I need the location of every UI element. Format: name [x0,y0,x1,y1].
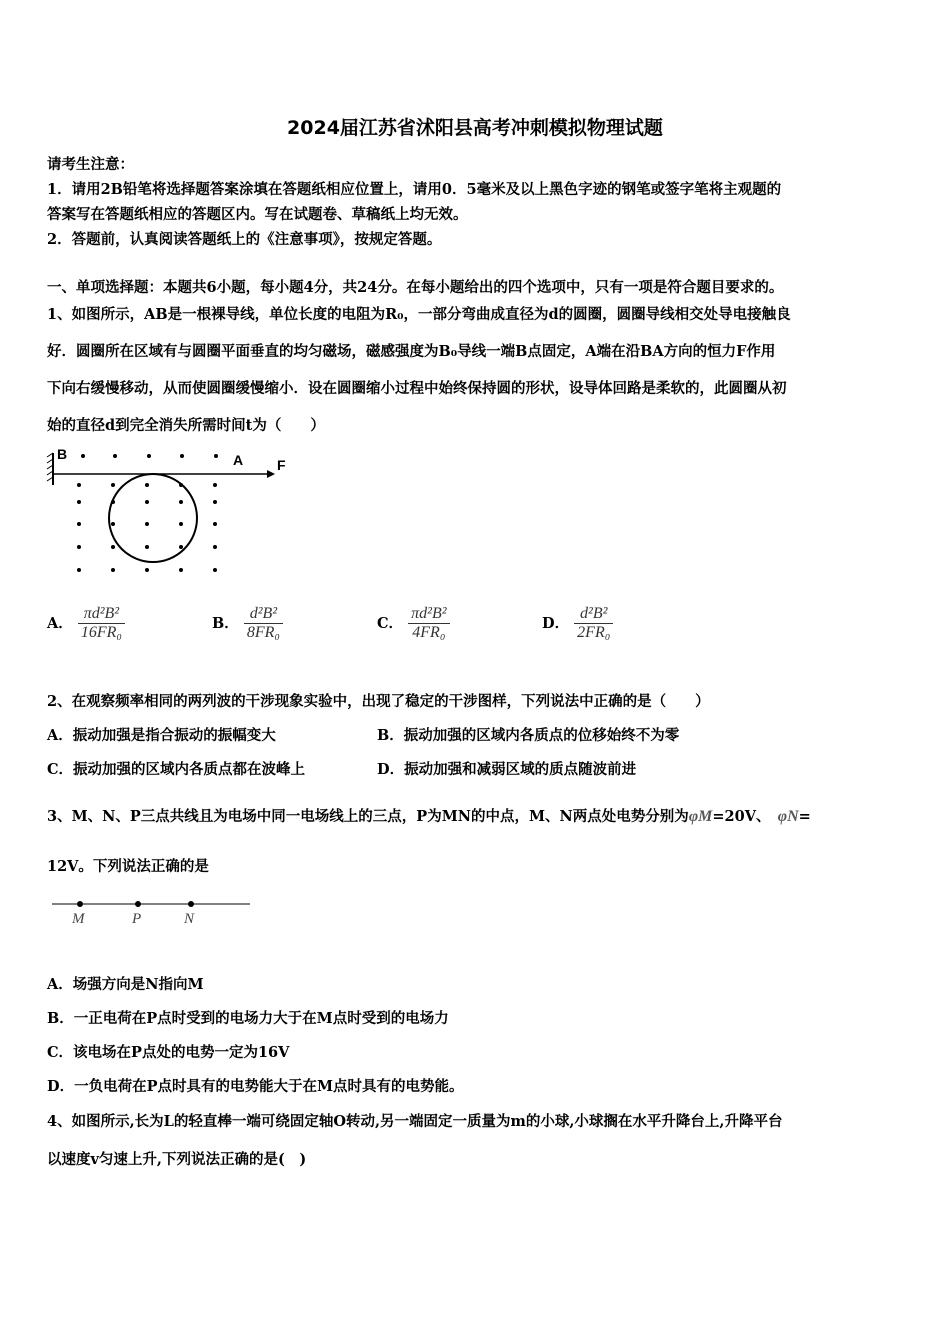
q1-line-1: 1、如图所示，AB是一根裸导线，单位长度的电阻为R₀，一部分弯曲成直径为d的圆圈，圆圈导线相交处导电接触良 [47,306,791,323]
label-f: F [277,457,286,473]
q1-line-2: 好．圆圈所在区域有与圆圈平面垂直的均匀磁场，磁感强度为B₀导线一端B点固定，A端在沿BA方向的恒力F作用 [47,343,776,360]
phi-n: φN [777,808,799,825]
option-label: B． [212,615,239,632]
notice-line-2: 2．答题前，认真阅读答题纸上的《注意事项》，按规定答题。 [47,231,442,248]
option-label: A． [47,615,73,632]
page-title: 2024届江苏省沭阳县高考冲刺模拟物理试题 [287,117,663,139]
option-fraction: $\frac{\text{πd²B²}}{\text{16FR₀}}$ [78,605,125,642]
label-n: N [184,911,195,927]
notice-line-1a: 1．请用2B铅笔将选择题答案涂填在答题纸相应位置上，请用0．5毫米及以上黑色字迹的钢笔或签字笔将主观题的 [47,181,782,198]
option-fraction: $\frac{\text{d²B²}}{\text{2FR₀}}$ [574,605,613,642]
q3-stem-line-1: 3、M、N、P三点共线且为电场中同一电场线上的三点，P为MN的中点，M、N两点处电势分别为φM=20V、 φN= [47,808,811,825]
q2-option-a[interactable]: A．振动加强是指合振动的振幅变大 [47,727,276,744]
q1-option-b[interactable] [212,605,283,642]
q1-option-c[interactable] [377,605,450,642]
q4-line-1: 4、如图所示,长为L的轻直棒一端可绕固定轴O转动,另一端固定一质量为m的小球,小球搁在水平升降台上,升降平台 [47,1113,783,1130]
label-p: P [132,911,142,927]
q3-field-line-figure [50,893,255,929]
option-label: D． [542,615,570,632]
q3-option-d[interactable]: D．一负电荷在P点时具有的电势能大于在M点时具有的电势能。 [47,1078,464,1095]
notice-line-1b: 答案写在答题纸相应的答题区内。写在试题卷、草稿纸上均无效。 [47,206,468,223]
q1-option-d[interactable] [542,605,613,642]
notice-heading: 请考生注意： [47,156,134,173]
q1-option-a[interactable] [47,605,125,642]
q1-line-4: 始的直径d到完全消失所需时间t为（ ） [47,417,325,434]
label-m: M [72,911,85,927]
q3-option-b[interactable]: B．一正电荷在P点时受到的电场力大于在M点时受到的电场力 [47,1010,449,1027]
label-b: B [57,446,68,462]
q4-line-2: 以速度v匀速上升,下列说法正确的是( ) [47,1151,307,1168]
q1-magnetic-field-figure [45,445,295,580]
q2-option-b[interactable]: B．振动加强的区域内各质点的位移始终不为零 [377,727,680,744]
option-label: C． [377,615,404,632]
q1-line-3: 下向右缓慢移动，从而使圆圈缓慢缩小．设在圆圈缩小过程中始终保持圆的形状，设导体回路是柔软的，此圆圈从初 [47,380,787,397]
q3-option-a[interactable]: A．场强方向是N指向M [47,976,204,993]
q3-stem-line-2: 12V。下列说法正确的是 [47,858,209,875]
q2-option-d[interactable]: D．振动加强和减弱区域的质点随波前进 [377,761,637,778]
q2-option-c[interactable]: C．振动加强的区域内各质点都在波峰上 [47,761,306,778]
option-fraction: $\frac{\text{d²B²}}{\text{8FR₀}}$ [244,605,283,642]
q3-option-c[interactable]: C．该电场在P点处的电势一定为16V [47,1044,290,1061]
phi-m: φM [688,808,713,825]
section-heading: 一、单项选择题：本题共6小题，每小题4分，共24分。在每小题给出的四个选项中，只有一项是符合题目要求的。 [47,279,784,296]
option-fraction: $\frac{\text{πd²B²}}{\text{4FR₀}}$ [408,605,449,642]
q2-stem: 2、在观察频率相同的两列波的干涉现象实验中，出现了稳定的干涉图样，下列说法中正确的是（ ） [47,693,710,710]
label-a: A [233,452,244,468]
